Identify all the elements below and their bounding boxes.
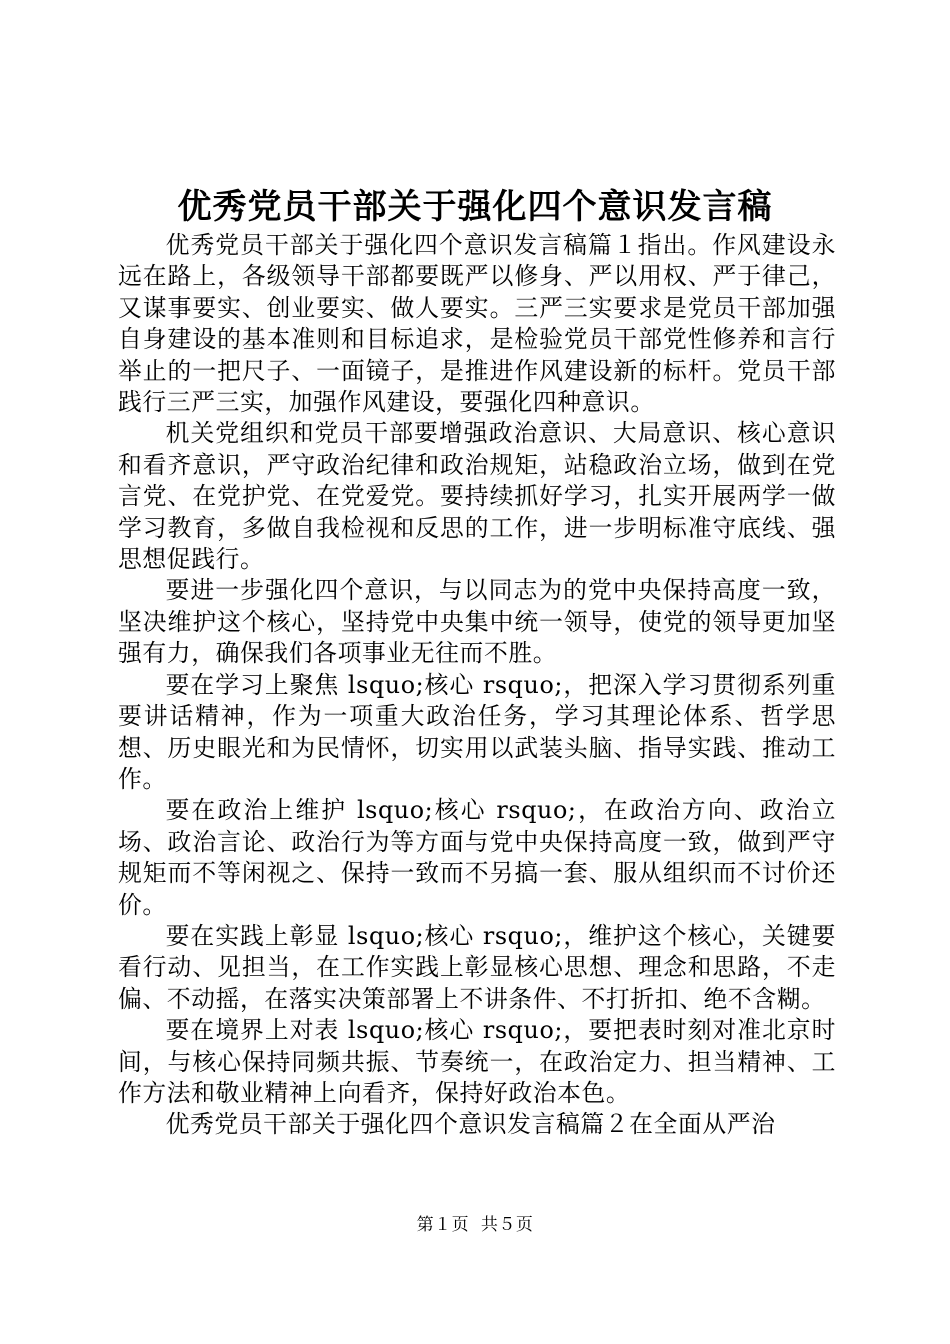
footer-separator (469, 1215, 481, 1235)
paragraph-3: 要进一步强化四个意识，与以同志为的党中央保持高度一致，坚决维护这个核心，坚持党中央集中统一领导，使党的领导更加坚强有力，确保我们各项事业无往而不胜。 (118, 576, 836, 668)
paragraph-7: 要在境界上对表 lsquo;核心 rsquo;，要把表时刻对准北京时间，与核心保持同频共振、节奏统一，在政治定力、担当精神、工作方法和敬业精神上向看齐，保持好政治本色。 (118, 1016, 836, 1107)
page-number: 第１页 (416, 1215, 470, 1235)
paragraph-4: 要在学习上聚焦 lsquo;核心 rsquo;，把深入学习贯彻系列重要讲话精神，作为一项重大政治任务，学习其理论体系、哲学思想、历史眼光和为民情怀，切实用以武装头脑、指导实践、推动工作。 (118, 670, 836, 793)
paragraph-2: 机关党组织和党员干部要增强政治意识、大局意识、核心意识和看齐意识，严守政治纪律和政治规矩，站稳政治立场，做到在党言党、在党护党、在党爱党。要持续抓好学习，扎实开展两学一做学习教育，多做自我检视和反思的工作，进一步明标准守底线、强思想促践行。 (118, 419, 836, 574)
page-total: 共５页 (480, 1215, 534, 1235)
page-footer (0, 1213, 950, 1237)
paragraph-1: 优秀党员干部关于强化四个意识发言稿篇１指出。作风建设永远在路上，各级领导干部都要既严以修身、严以用权、严于律己，又谋事要实、创业要实、做人要实。三严三实要求是党员干部加强自身建设的基本准则和目标追求，是检验党员干部党性修养和言行举止的一把尺子、一面镜子，是推进作风建设新的标杆。党员干部践行三严三实，加强作风建设，要强化四种意识。 (118, 231, 836, 417)
paragraph-6: 要在实践上彰显 lsquo;核心 rsquo;，维护这个核心，关键要看行动、见担当，在工作实践上彰显核心思想、理念和思路，不走偏、不动摇，在落实决策部署上不讲条件、不打折扣、绝不含糊。 (118, 921, 836, 1013)
document-title: 优秀党员干部关于强化四个意识发言稿 (177, 187, 773, 227)
paragraph-8: 优秀党员干部关于强化四个意识发言稿篇２在全面从严治 (165, 1110, 776, 1139)
document-body (118, 230, 836, 1141)
paragraph-5: 要在政治上维护 lsquo;核心 rsquo;，在政治方向、政治立场、政治言论、政治行为等方面与党中央保持高度一致，做到严守规矩而不等闲视之、保持一致而不另搞一套、服从组织而不讨价还价。 (118, 796, 836, 919)
